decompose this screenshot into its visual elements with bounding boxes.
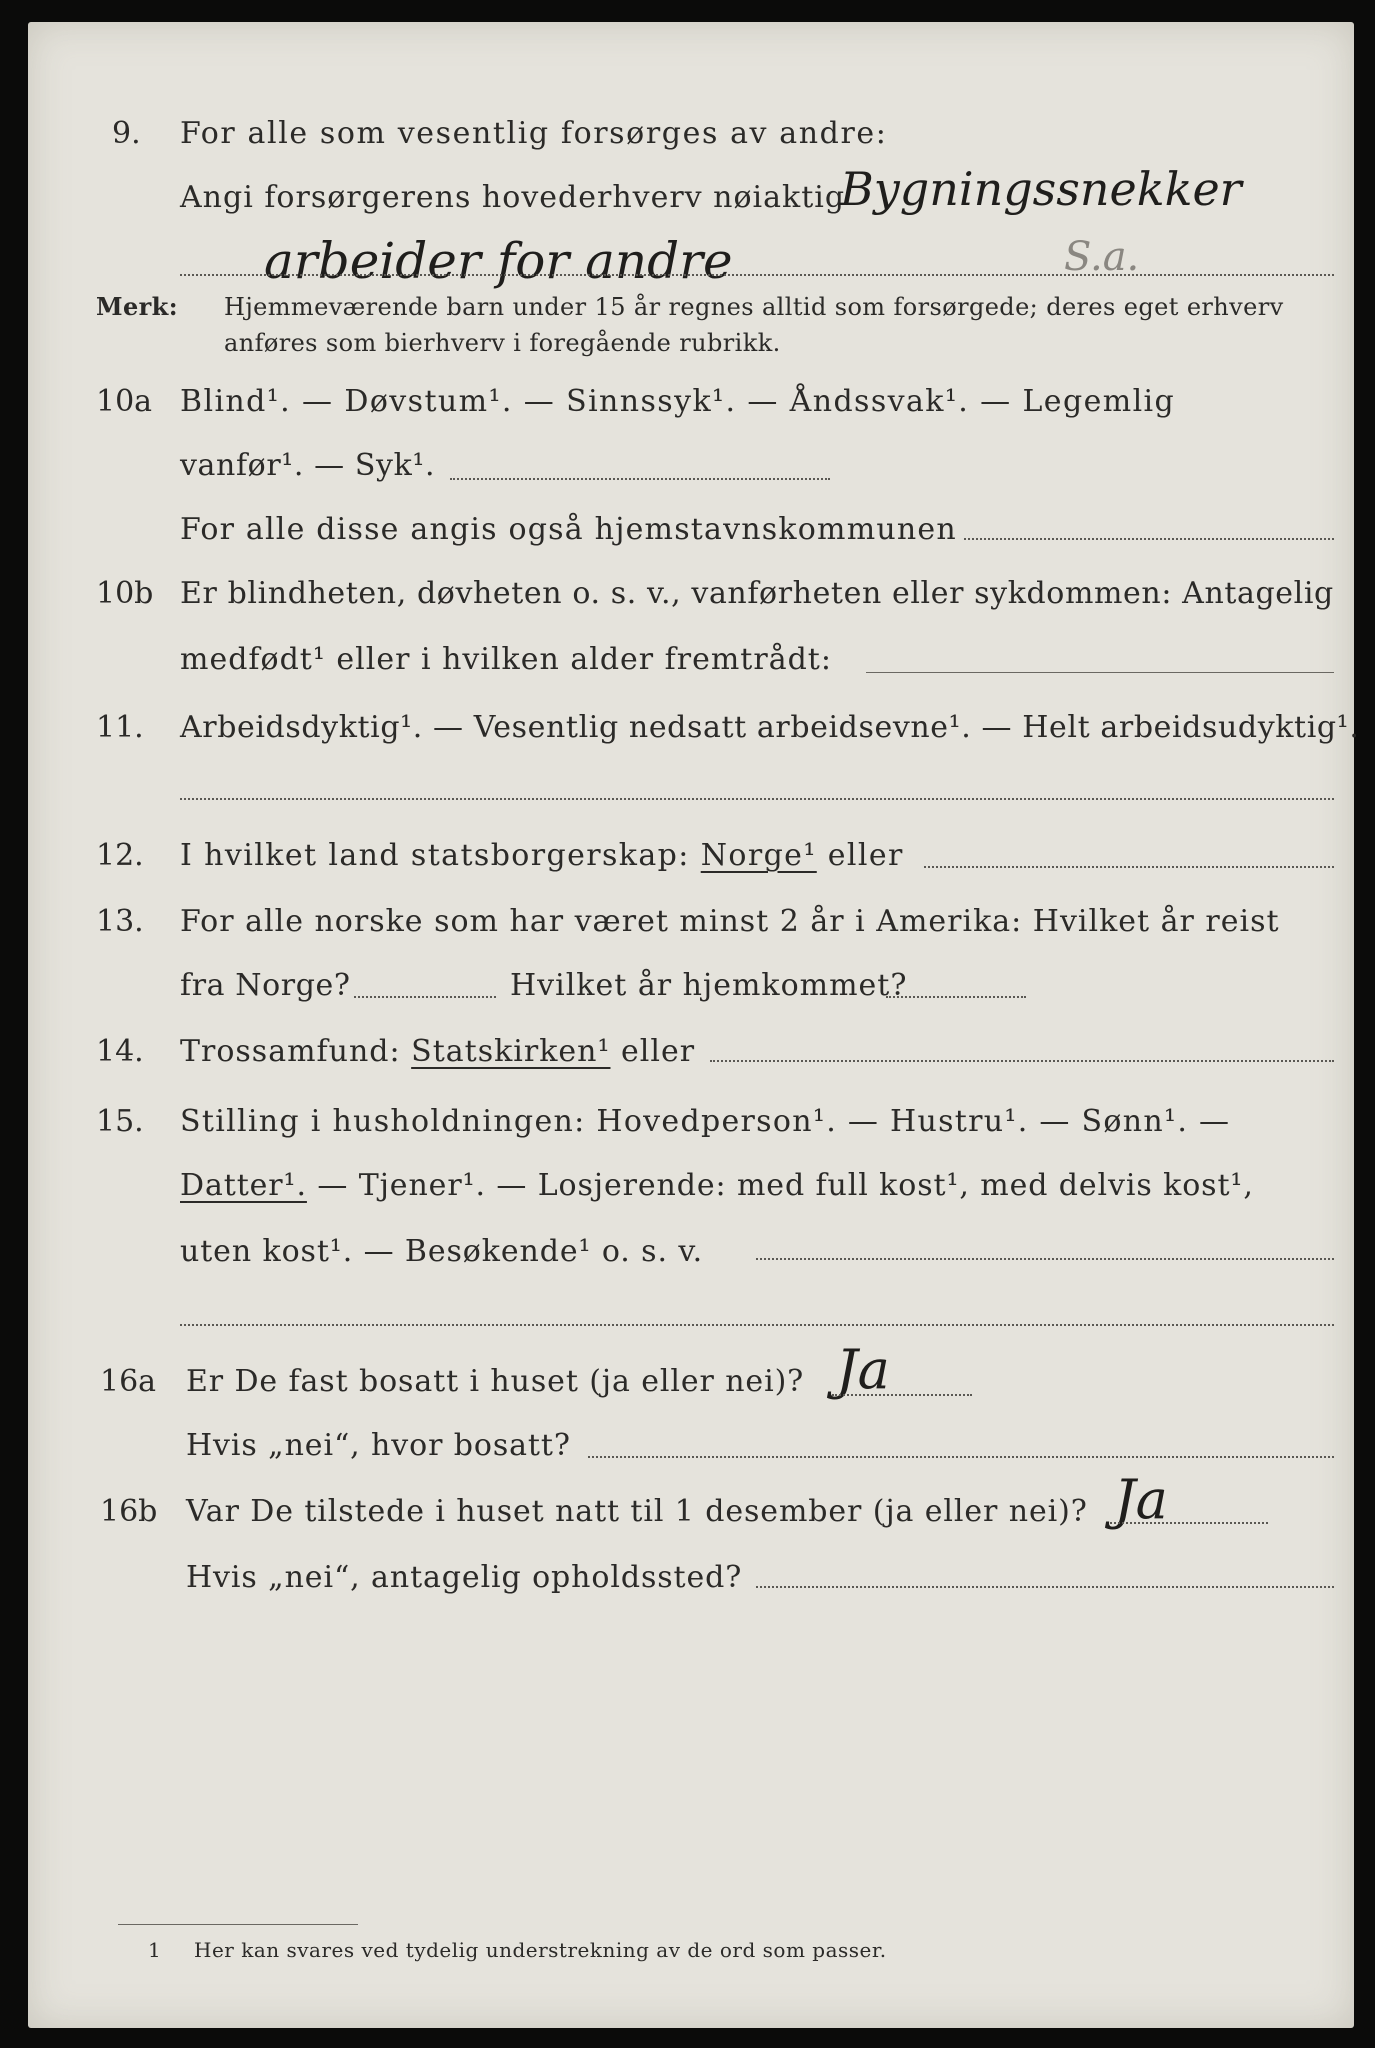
q9-handwritten-note: S.a.	[1064, 234, 1140, 280]
q15-line2-rest: — Tjener¹. — Losjerende: med full kost¹, med delvis kost¹,	[317, 1168, 1254, 1203]
footnote-rule	[118, 1924, 358, 1925]
q12-line	[180, 836, 904, 876]
q16b-line1: Var De tilstede i huset natt til 1 desember (ja eller nei)?	[186, 1494, 1088, 1529]
q13-hjemkommet-line	[886, 996, 1026, 998]
q12-answer-line	[924, 866, 1334, 868]
q12-number: 12.	[96, 838, 144, 873]
q10a-line2: vanfør¹. — Syk¹.	[180, 448, 436, 483]
q10b-answer-line	[866, 672, 1334, 673]
q9-handwritten-occupation-cont: arbeider for andre	[264, 232, 733, 290]
q10b-line2: medfødt¹ eller i hvilken alder fremtrådt:	[180, 642, 832, 677]
q16a-line2: Hvis „nei“, hvor bosatt?	[186, 1428, 571, 1463]
q13-reist-line	[354, 996, 496, 998]
q14-text: Trossamfund:	[180, 1034, 401, 1069]
q9-handwritten-occupation: Bygningssnekker	[840, 162, 1242, 216]
merk-line2: anføres som bierhverv i foregående rubrikk.	[224, 329, 781, 357]
q10a-hjemstavn-line	[964, 538, 1334, 540]
q12-eller: eller	[827, 838, 904, 873]
q16a-handwritten-answer: Ja	[836, 1338, 890, 1401]
q16a-bosatt-line	[588, 1456, 1334, 1458]
q15-line3: uten kost¹. — Besøkende¹ o. s. v.	[180, 1234, 704, 1269]
q15-line1: Stilling i husholdningen: Hovedperson¹. — Hustru¹. — Sønn¹. —	[180, 1104, 1231, 1139]
q13-line1: For alle norske som har været minst 2 år i Amerika: Hvilket år reist	[180, 904, 1280, 939]
q16b-number: 16b	[100, 1494, 158, 1529]
q13-line2b: Hvilket år hjemkommet?	[510, 968, 908, 1003]
q11-number: 11.	[96, 710, 144, 745]
q10a-line1: Blind¹. — Døvstum¹. — Sinnssyk¹. — Åndssvak¹. — Legemlig	[180, 384, 1176, 419]
q16a-number: 16a	[100, 1364, 157, 1399]
census-form-page	[28, 22, 1360, 2028]
q16a-line1: Er De fast bosatt i huset (ja eller nei)?	[186, 1364, 805, 1399]
q15-extra-line	[180, 1324, 1334, 1326]
q16a-answer-line	[832, 1394, 972, 1396]
q15-answer-line	[756, 1258, 1334, 1260]
q12-norge-underlined: Norge¹	[700, 838, 817, 873]
q10b-number: 10b	[96, 576, 154, 611]
q10a-number: 10a	[96, 384, 153, 419]
q9-number: 9.	[112, 116, 141, 151]
q12-text: I hvilket land statsborgerskap:	[180, 838, 690, 873]
q11-line1: Arbeidsdyktig¹. — Vesentlig nedsatt arbeidsevne¹. — Helt arbeidsudyktig¹.	[180, 710, 1360, 745]
q16b-handwritten-answer: Ja	[1114, 1468, 1168, 1531]
q14-line	[180, 1032, 695, 1072]
merk-line1: Hjemmeværende barn under 15 år regnes alltid som forsørgede; deres eget erhverv	[224, 293, 1284, 321]
q10a-line3: For alle disse angis også hjemstavnskommunen	[180, 512, 957, 547]
q10b-line1: Er blindheten, døvheten o. s. v., vanførheten eller sykdommen: Antagelig	[180, 576, 1334, 611]
q15-line2	[180, 1166, 1254, 1206]
q14-eller: eller	[621, 1034, 696, 1069]
q16b-line2: Hvis „nei“, antagelig opholdssted?	[186, 1560, 743, 1595]
q9-answer-line	[180, 274, 1334, 276]
q14-statskirken-underlined: Statskirken¹	[411, 1034, 611, 1069]
q15-number: 15.	[96, 1104, 144, 1139]
footnote-mark: 1	[148, 1938, 162, 1962]
q14-number: 14.	[96, 1034, 144, 1069]
q10a-syk-line	[450, 478, 830, 480]
q11-answer-line	[180, 798, 1334, 800]
q14-answer-line	[710, 1060, 1334, 1062]
footnote-text: Her kan svares ved tydelig understrekning av de ord som passer.	[194, 1938, 887, 1962]
merk-label: Merk:	[96, 292, 178, 321]
q9-line2: Angi forsørgerens hovederhverv nøiaktig	[180, 180, 846, 215]
q16b-opholdssted-line	[756, 1586, 1334, 1588]
q9-line1: For alle som vesentlig forsørges av andre:	[180, 116, 888, 151]
q13-line2a: fra Norge?	[180, 968, 351, 1003]
q16b-answer-line	[1110, 1522, 1268, 1524]
q15-datter-underlined: Datter¹.	[180, 1168, 307, 1203]
q13-number: 13.	[96, 904, 144, 939]
